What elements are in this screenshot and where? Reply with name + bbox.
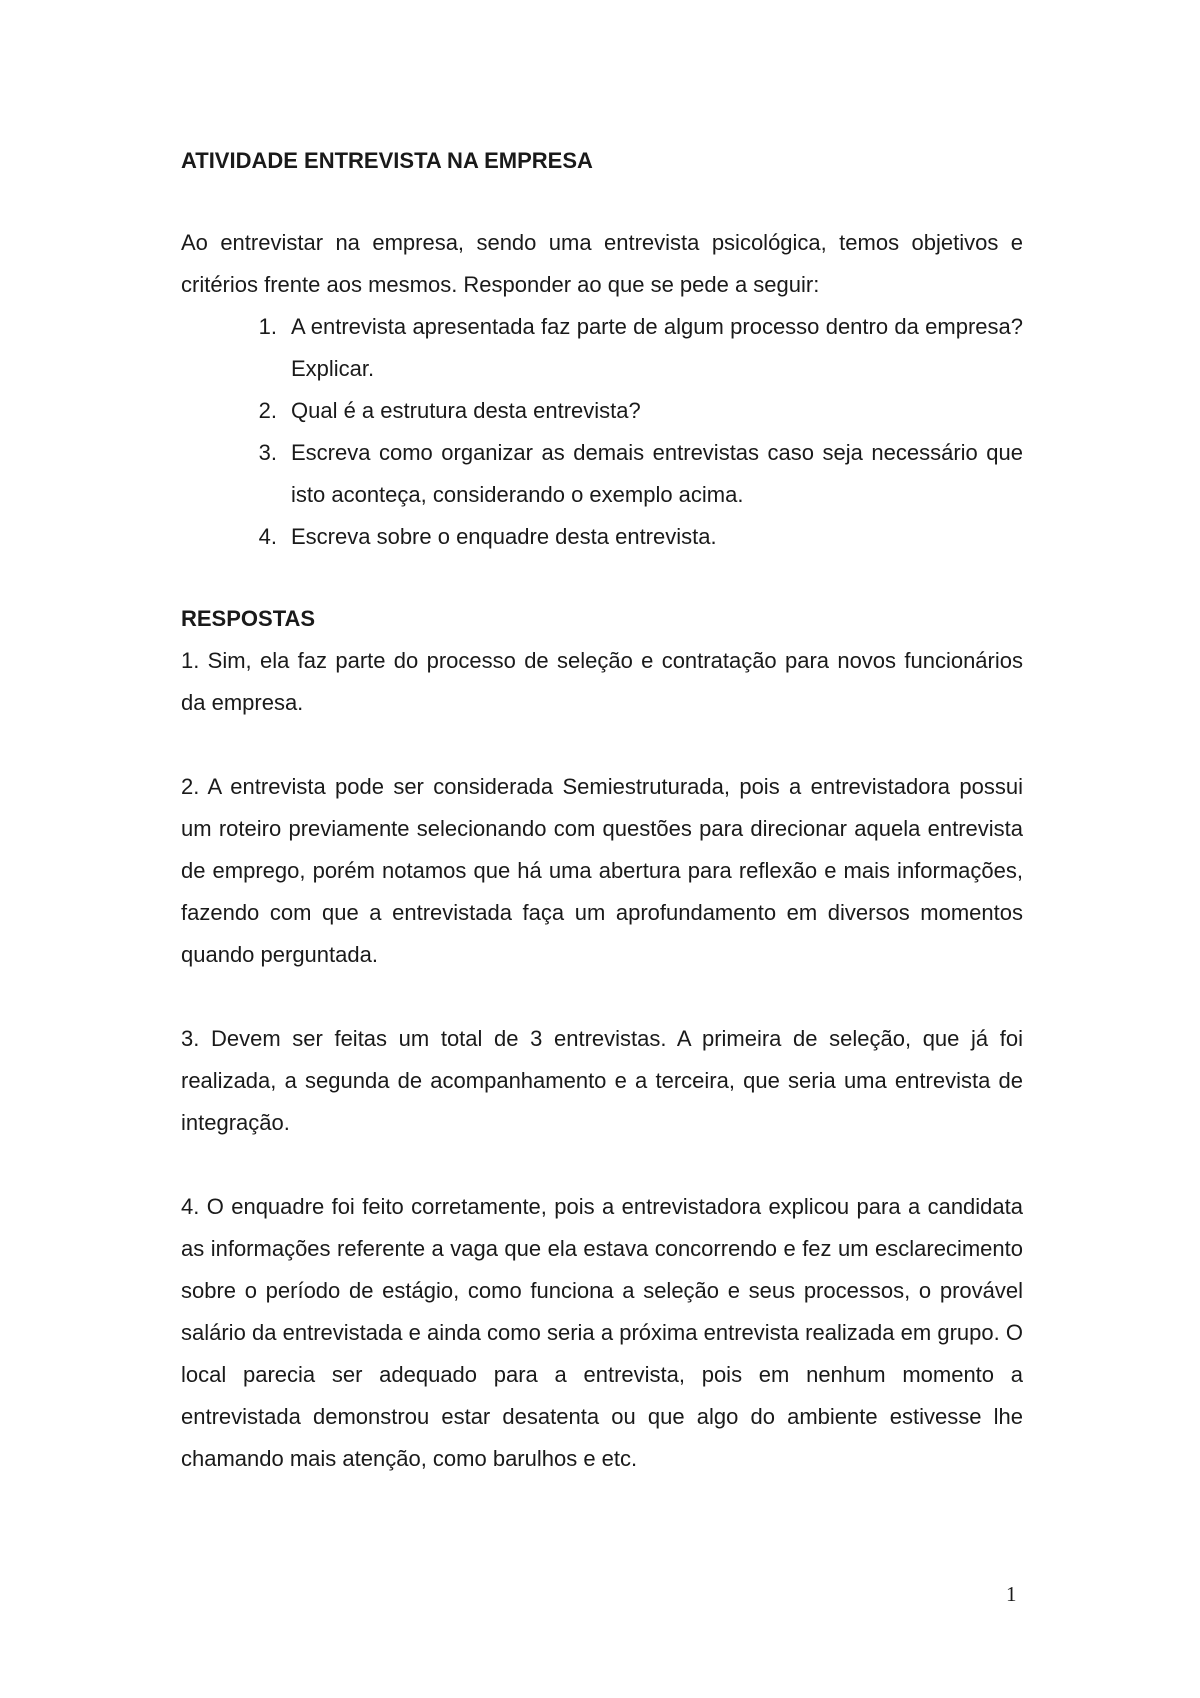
- question-text: A entrevista apresentada faz parte de algum processo dentro da empresa? Explicar.: [291, 314, 1023, 381]
- answer-paragraph: 1. Sim, ela faz parte do processo de seleção e contratação para novos funcionários da empresa.: [181, 648, 1023, 715]
- question-text: Escreva como organizar as demais entrevistas caso seja necessário que isto aconteça, considerando o exemplo acima.: [291, 440, 1023, 507]
- question-item: [181, 390, 1023, 432]
- page-number: 1: [1006, 1582, 1017, 1606]
- question-item: [181, 516, 1023, 558]
- intro-paragraph: Ao entrevistar na empresa, sendo uma entrevista psicológica, temos objetivos e critérios frente aos mesmos. Responder ao que se pede a seguir:: [181, 230, 1023, 297]
- question-item: [181, 306, 1023, 390]
- document-body: [181, 140, 1023, 1480]
- answer-paragraph: 4. O enquadre foi feito corretamente, pois a entrevistadora explicou para a candidata as informações referente a vaga que ela estava concorrendo e fez um esclarecimento sobre o período de estágio, como funciona a seleção e seus processos, o provável salário da entrevistada e ainda como seria a próxima entrevista realizada em grupo. O local parecia ser adequado para a entrevista, pois em nenhum momento a entrevistada demonstrou estar desatenta ou que algo do ambiente estivesse lhe chamando mais atenção, como barulhos e etc.: [181, 1194, 1023, 1471]
- question-text: Escreva sobre o enquadre desta entrevista.: [291, 524, 717, 549]
- question-number: 3.: [258, 440, 277, 465]
- question-number: 4.: [258, 524, 277, 549]
- question-text: Qual é a estrutura desta entrevista?: [291, 398, 641, 423]
- document-title: ATIVIDADE ENTREVISTA NA EMPRESA: [181, 148, 593, 173]
- questions-list: [181, 306, 1023, 558]
- answer-paragraph: 2. A entrevista pode ser considerada Semiestruturada, pois a entrevistadora possui um roteiro previamente selecionando com questões para direcionar aquela entrevista de emprego, porém notamos que há uma abertura para reflexão e mais informações, fazendo com que a entrevistada faça um aprofundamento em diversos momentos quando perguntada.: [181, 774, 1023, 967]
- question-number: 2.: [258, 398, 277, 423]
- answers-heading: RESPOSTAS: [181, 606, 316, 631]
- answer-paragraph: 3. Devem ser feitas um total de 3 entrevistas. A primeira de seleção, que já foi realizada, a segunda de acompanhamento e a terceira, que seria uma entrevista de integração.: [181, 1026, 1023, 1135]
- question-item: [181, 432, 1023, 516]
- question-number: 1.: [258, 314, 277, 339]
